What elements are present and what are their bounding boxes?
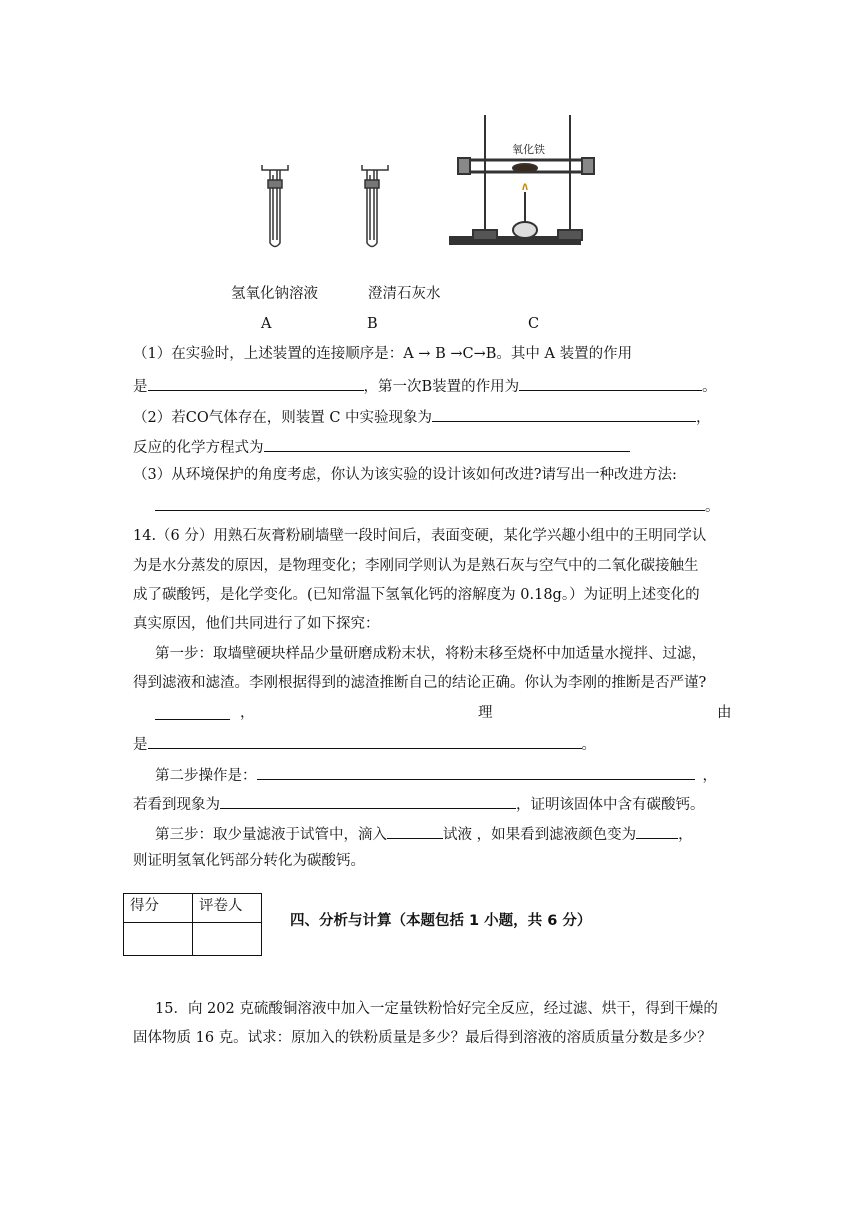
q14-step2-l2-prefix: 若看到现象为 (133, 797, 220, 813)
q13-p1-end: 。 (702, 379, 717, 395)
blank-step2-operation[interactable] (257, 763, 695, 780)
section4-title: 四、分析与计算（本题包括 1 小题，共 6 分） (290, 913, 592, 929)
q13-p1-mid: ，第一次B装置的作用为 (363, 379, 520, 395)
blank-reason[interactable] (148, 732, 582, 749)
score-cell[interactable] (124, 923, 193, 956)
q14-step2-end: ， (702, 768, 717, 784)
q14-step2-l2-end: ，证明该固体中含有碳酸钙。 (516, 797, 705, 813)
blank-a-purpose[interactable] (148, 374, 364, 391)
q14-step1-li: 理 (478, 705, 493, 721)
q13-p2-line2 (133, 435, 630, 458)
q14-line1: 14.（6 分）用熟石灰膏粉刷墙壁一段时间后，表面变硬，某化学兴趣小组中的王明同学认 (133, 528, 707, 544)
q14-step1-line4 (133, 732, 596, 755)
blank-indicator[interactable] (387, 822, 443, 839)
q14-step1-line2: 得到滤液和滤渣。李刚根据得到的滤渣推断自己的结论正确。你认为李刚的推断是否严谨? (133, 675, 707, 691)
q14-step1-comma: ， (240, 705, 255, 721)
blank-equation[interactable] (264, 435, 630, 452)
tube-b-drawing (362, 165, 388, 247)
q13-p2-line1 (133, 405, 711, 428)
q14-step1-l4-prefix: 是 (133, 737, 148, 753)
q15-line2: 固体物质 16 克。试求：原加入的铁粉质量是多少？最后得到溶液的溶质质量分数是多少？ (133, 1030, 712, 1046)
q14-step1-line3 (155, 703, 230, 726)
label-limewater: 澄清石灰水 (368, 286, 441, 302)
blank-rigorous[interactable] (155, 703, 230, 720)
q14-step2-line2 (133, 792, 705, 815)
q14-step3-mid: 试液 ，如果看到滤液颜色变为 (443, 827, 637, 843)
grader-header: 评卷人 (193, 894, 262, 923)
label-a: A (261, 316, 272, 332)
q14-line2: 为是水分蒸发的原因，是物理变化；李刚同学则认为是熟石灰与空气中的二氧化碳接触生 (133, 558, 699, 574)
q14-step3-end: ， (678, 827, 693, 843)
blank-improvement[interactable] (155, 494, 705, 511)
q14-step2-prefix: 第二步操作是： (155, 768, 257, 784)
q15-line1: 15．向 202 克硫酸铜溶液中加入一定量铁粉恰好完全反应，经过滤、烘干，得到干燥的 (155, 1001, 718, 1017)
q13-p3-line2 (155, 494, 720, 517)
q13-p3-line1: （3）从环境保护的角度考虑，你认为该实验的设计该如何改进?请写出一种改进方法: (133, 467, 677, 483)
blank-b-first-purpose[interactable] (519, 374, 702, 391)
q14-step2-line1 (155, 763, 717, 786)
score-header: 得分 (124, 894, 193, 923)
q13-p1-line1: （1）在实验时，上述装置的连接顺序是：A → B →C→B。其中 A 装置的作用 (133, 346, 633, 362)
apparatus-c-drawing (450, 115, 594, 244)
q14-line3: 成了碳酸钙，是化学变化。(已知常温下氢氧化钙的溶解度为 0.18g。）为证明上述变化的 (133, 587, 700, 603)
q13-p2-end: ， (696, 410, 711, 426)
grader-cell[interactable] (193, 923, 262, 956)
apparatus-figure (240, 110, 620, 260)
tube-a-drawing (262, 165, 288, 247)
q14-step3-line1 (155, 822, 693, 845)
label-b: B (367, 316, 378, 332)
q14-line4: 真实原因，他们共同进行了如下探究： (133, 616, 380, 632)
blank-color[interactable] (636, 822, 678, 839)
q13-p2-l2-prefix: 反应的化学方程式为 (133, 440, 264, 456)
q14-step3-prefix: 第三步：取少量滤液于试管中，滴入 (155, 827, 387, 843)
q13-p2-prefix: （2）若CO气体存在，则装置 C 中实验现象为 (133, 410, 433, 426)
q14-step1-l4-end: 。 (581, 737, 596, 753)
blank-step2-phenomenon[interactable] (220, 792, 516, 809)
q13-p1-prefix: 是 (133, 379, 148, 395)
q13-p1-line2 (133, 374, 717, 397)
q14-step1-you: 由 (717, 705, 732, 721)
label-naoh-solution: 氢氧化钠溶液 (231, 286, 318, 302)
score-table (123, 893, 262, 956)
label-c: C (528, 316, 540, 332)
q14-step3-line2: 则证明氢氧化钙部分转化为碳酸钙。 (133, 853, 365, 869)
q14-step1-line1: 第一步：取墙壁硬块样品少量研磨成粉末状，将粉末移至烧杯中加适量水搅拌、过滤， (155, 646, 706, 662)
blank-c-phenomenon[interactable] (432, 405, 696, 422)
fe2o3-label: 氧化铁 (512, 143, 545, 156)
q13-p3-end: 。 (705, 499, 720, 515)
